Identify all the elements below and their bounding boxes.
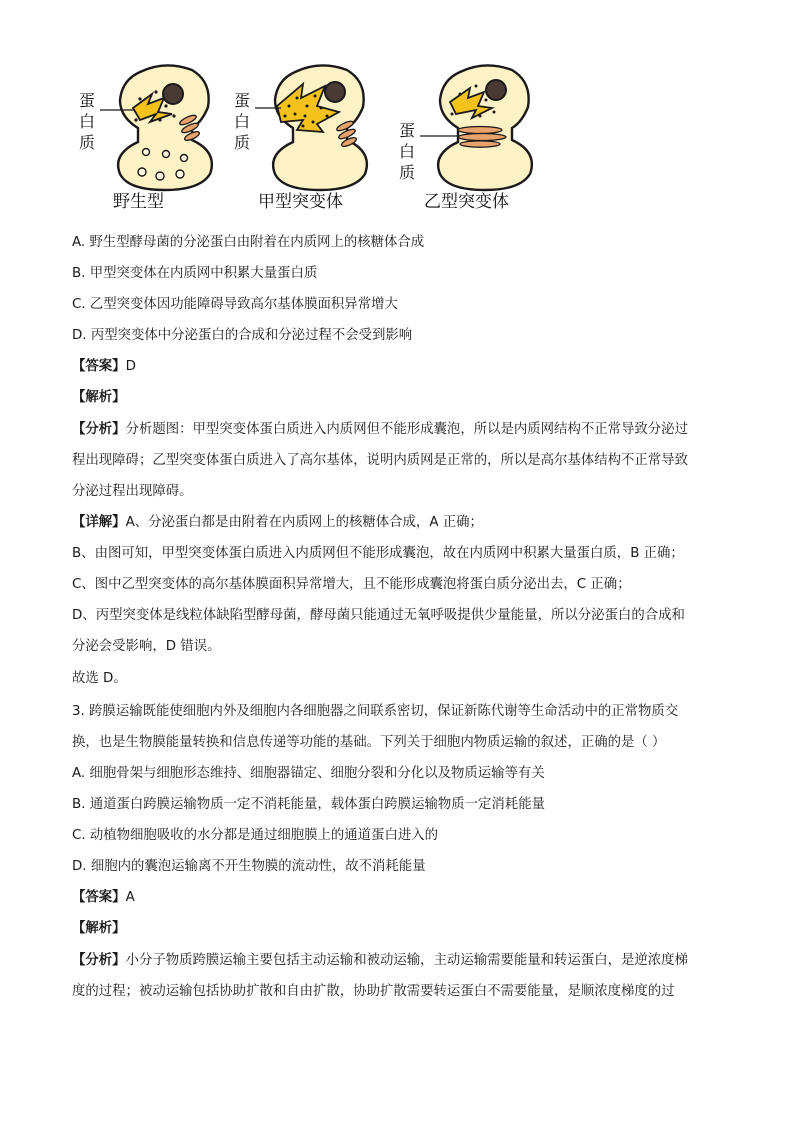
q2-detail-line-2: B、由图可知，甲型突变体蛋白质进入内质网但不能形成囊泡，故在内质网中积累大量蛋白质，B 正确； <box>72 546 684 561</box>
q3-option-c: C. 动植物细胞吸收的水分都是通过细胞膜上的通道蛋白进入的 <box>72 828 439 843</box>
q3-option-a: A. 细胞骨架与细胞形态维持、细胞器锚定、细胞分裂和分化以及物质运输等有关 <box>72 766 545 781</box>
mutant-b-label: 乙型突变体 <box>424 192 509 212</box>
yeast-mutant-figure <box>70 62 540 217</box>
wild-type-label: 野生型 <box>113 192 164 212</box>
protein-label-wild: 蛋 白 质 <box>78 91 95 152</box>
mutant-a-cell <box>255 62 385 192</box>
q3-option-d: D. 细胞内的囊泡运输离不开生物膜的流动性，故不消耗能量 <box>72 859 426 874</box>
q2-answer <box>72 358 136 376</box>
q2-fenxi-line-1: 【分析】分析题图：甲型突变体蛋白质进入内质网但不能形成囊泡，所以是内质网结构不正常导致分泌过 <box>72 422 688 437</box>
wild-type-cell <box>100 62 230 192</box>
q3-analysis-heading: 【解析】 <box>72 921 126 936</box>
protein-label-mutant-a: 蛋 白 质 <box>233 91 250 152</box>
q2-analysis-heading: 【解析】 <box>72 390 126 405</box>
protein-label-mutant-b: 蛋 白 质 <box>398 121 415 182</box>
q3-fenxi-line-2: 度的过程；被动运输包括协助扩散和自由扩散，协助扩散需要转运蛋白不需要能量，是顺浓度梯度的过 <box>72 984 675 999</box>
answer-value: D <box>125 359 136 374</box>
q2-detail-line-4: D、丙型突变体是线粒体缺陷型酵母菌，酵母菌只能通过无氧呼吸提供少量能量，所以分泌蛋白的合成和 <box>72 608 685 623</box>
q3-fenxi-line-1: 【分析】小分子物质跨膜运输主要包括主动运输和被动运输，主动运输需要能量和转运蛋白，是逆浓度梯 <box>72 953 688 968</box>
q3-option-b: B. 通道蛋白跨膜运输物质一定不消耗能量，载体蛋白跨膜运输物质一定消耗能量 <box>72 797 545 812</box>
q2-option-a: A. 野生型酵母菌的分泌蛋白由附着在内质网上的核糖体合成 <box>72 235 425 250</box>
q2-option-c: C. 乙型突变体因功能障碍导致高尔基体膜面积异常增大 <box>72 297 398 312</box>
mutant-b-cell <box>420 62 550 192</box>
q2-detail-line-1: 【详解】A、分泌蛋白都是由附着在内质网上的核糖体合成，A 正确； <box>72 515 483 530</box>
q3-stem-line-1: 3. 跨膜运输既能使细胞内外及细胞内各细胞器之间联系密切，保证新陈代谢等生命活动中的正常物质交 <box>72 704 679 719</box>
q2-conclusion: 故选 D。 <box>72 671 127 686</box>
q3-answer: 【答案】A <box>72 890 135 905</box>
q2-fenxi-line-2: 程出现障碍；乙型突变体蛋白质进入了高尔基体，说明内质网是正常的，所以是高尔基体结构不正常导致 <box>72 453 688 468</box>
q2-detail-line-3: C、图中乙型突变体的高尔基体膜面积异常增大，且不能形成囊泡将蛋白质分泌出去，C 正确； <box>72 577 631 592</box>
q2-option-b: B. 甲型突变体在内质网中积累大量蛋白质 <box>72 266 318 281</box>
answer-tag: 【答案】 <box>72 359 126 374</box>
q2-detail-line-5: 分泌会受影响，D 错误。 <box>72 639 221 654</box>
q2-fenxi-line-3: 分泌过程出现障碍。 <box>72 484 193 499</box>
mutant-a-label: 甲型突变体 <box>258 192 343 212</box>
q2-option-d: D. 丙型突变体中分泌蛋白的合成和分泌过程不会受到影响 <box>72 328 413 343</box>
q3-stem-line-2: 换，也是生物膜能量转换和信息传递等功能的基础。下列关于细胞内物质运输的叙述，正确的是（ ） <box>72 735 666 750</box>
